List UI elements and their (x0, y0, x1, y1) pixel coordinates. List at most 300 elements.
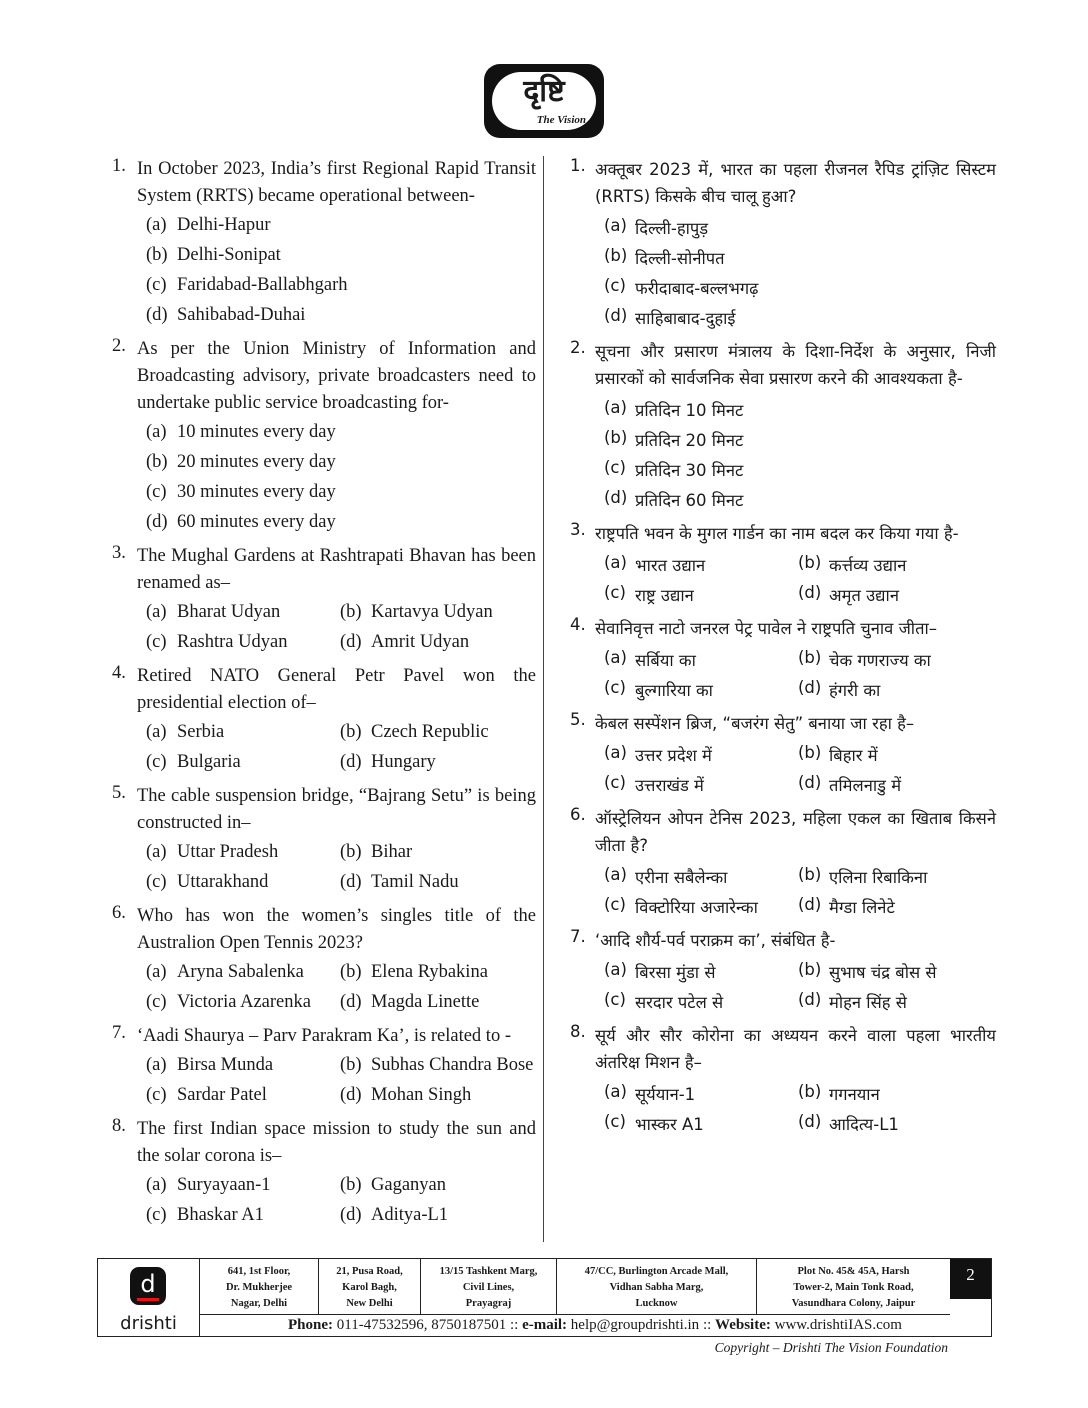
answer-option (340, 632, 534, 653)
question-item (112, 543, 536, 657)
answer-option (146, 215, 526, 236)
option-text: Aditya-L1 (371, 1204, 449, 1225)
option-row (604, 212, 996, 242)
answer-option (798, 1112, 992, 1135)
option-text: बिहार में (829, 745, 878, 765)
question-text: सेवानिवृत्त नाटो जनरल पेट्र पावेल ने राष्ट्रपति चुनाव जीता– (595, 619, 938, 638)
question-text: In October 2023, India’s first Regional Rapid Transit System (RRTS) became operational between- (137, 159, 536, 206)
answer-option (146, 275, 526, 296)
question-text: राष्ट्रपति भवन के मुगल गार्डन का नाम बदल कर किया गया है- (595, 524, 959, 543)
question-item (112, 156, 536, 330)
answer-option (340, 1085, 534, 1106)
answer-option (340, 602, 534, 623)
option-label: (b) (340, 1174, 362, 1195)
option-row (146, 747, 536, 777)
answer-option (146, 1055, 340, 1076)
option-text: Sahibabad-Duhai (177, 304, 306, 325)
option-label: (c) (604, 1111, 626, 1131)
answer-option (146, 872, 340, 893)
answer-option (798, 553, 992, 576)
options-list (137, 1170, 536, 1230)
options-list (137, 210, 536, 330)
option-row (604, 674, 996, 704)
question-item (570, 615, 996, 704)
phone-label: Phone: (288, 1317, 334, 1333)
option-text: Kartavya Udyan (371, 601, 493, 622)
answer-option (604, 895, 798, 918)
answer-option (798, 583, 992, 606)
answer-option (604, 1082, 798, 1105)
question-number: 2. (570, 338, 586, 357)
option-text: Birsa Munda (177, 1054, 274, 1075)
option-label: (a) (604, 552, 627, 572)
option-label: (a) (604, 215, 627, 235)
option-label: (a) (604, 647, 627, 667)
option-row (604, 302, 996, 332)
option-row (146, 957, 536, 987)
answer-option (604, 398, 984, 421)
answer-option (604, 306, 984, 329)
option-label: (b) (146, 451, 168, 472)
option-label: (b) (146, 244, 168, 265)
option-label: (d) (340, 871, 362, 892)
option-row (604, 549, 996, 579)
website-label: Website: (715, 1317, 771, 1333)
question-text: The Mughal Gardens at Rashtrapati Bhavan has been renamed as– (137, 546, 536, 593)
phone-numbers: 011-47532596, 8750187501 (336, 1317, 507, 1333)
answer-option (798, 895, 992, 918)
option-label: (b) (604, 427, 628, 447)
question-item (570, 520, 996, 609)
option-label: (b) (798, 742, 822, 762)
question-number: 6. (112, 903, 126, 923)
page-footer (97, 1258, 992, 1337)
answer-option (146, 632, 340, 653)
option-text: Delhi-Sonipat (177, 244, 281, 265)
copyright-notice: Copyright – Drishti The Vision Foundation (714, 1340, 948, 1355)
answer-option (146, 245, 526, 266)
option-label: (b) (340, 841, 362, 862)
option-text: Amrit Udyan (371, 631, 470, 652)
option-label: (a) (604, 742, 627, 762)
answer-option (146, 722, 340, 743)
option-text: Gaganyan (371, 1174, 446, 1195)
options-list (595, 739, 996, 799)
option-text: प्रतिदिन 10 मिनट (635, 400, 744, 420)
question-item (112, 903, 536, 1017)
option-label: (a) (604, 397, 627, 417)
option-row (146, 1050, 536, 1080)
answer-option (146, 1085, 340, 1106)
options-list (137, 1050, 536, 1110)
option-text: Czech Republic (371, 721, 489, 742)
option-label: (b) (798, 647, 822, 667)
option-text: बिरसा मुंडा से (635, 962, 716, 982)
options-list (595, 1078, 996, 1138)
options-list (137, 417, 536, 537)
options-list (137, 837, 536, 897)
website-link[interactable]: www.drishtiIAS.com (774, 1317, 902, 1333)
option-label: (c) (604, 677, 626, 697)
option-row (146, 447, 536, 477)
option-row (146, 1200, 536, 1230)
logo-text: दृष्टि (523, 74, 565, 109)
answer-option (146, 1205, 340, 1226)
option-text: 30 minutes every day (177, 481, 336, 502)
option-text: 20 minutes every day (177, 451, 336, 472)
option-text: Elena Rybakina (371, 961, 488, 982)
answer-option (146, 602, 340, 623)
option-label: (b) (340, 721, 362, 742)
option-row (604, 454, 996, 484)
answer-option (146, 992, 340, 1013)
answer-option (146, 452, 526, 473)
option-text: Bihar (371, 841, 413, 862)
answer-option (604, 648, 798, 671)
answer-option (604, 246, 984, 269)
option-text: दिल्ली-हापुड़ (635, 218, 709, 238)
answer-option (146, 305, 526, 326)
question-item (112, 783, 536, 897)
option-text: प्रतिदिन 20 मिनट (635, 430, 744, 450)
separator: :: (702, 1317, 712, 1333)
question-text: The first Indian space mission to study the sun and the solar corona is– (137, 1119, 536, 1166)
option-label: (c) (604, 772, 626, 792)
answer-option (146, 1175, 340, 1196)
answer-option (340, 1175, 534, 1196)
drishti-d-icon: d (130, 1267, 166, 1305)
drishti-logo (484, 64, 604, 138)
option-row (604, 956, 996, 986)
answer-option (798, 648, 992, 671)
answer-option (798, 990, 992, 1013)
option-row (604, 242, 996, 272)
option-text: अमृत उद्यान (829, 585, 899, 605)
options-list (595, 394, 996, 514)
option-row (146, 1080, 536, 1110)
option-text: मोहन सिंह से (829, 992, 907, 1012)
question-number: 4. (570, 615, 586, 634)
option-row (146, 627, 536, 657)
question-number: 4. (112, 663, 126, 683)
option-text: Victoria Azarenka (177, 991, 311, 1012)
option-text: 60 minutes every day (177, 511, 336, 532)
question-text: अक्तूबर 2023 में, भारत का पहला रीजनल रैपिड ट्रांज़िट सिस्टम (RRTS) किसके बीच चालू हुआ? (595, 160, 996, 206)
option-label: (b) (340, 961, 362, 982)
option-label: (d) (340, 1084, 362, 1105)
option-text: भास्कर A1 (635, 1114, 704, 1134)
options-list (595, 861, 996, 921)
option-text: Magda Linette (371, 991, 480, 1012)
option-label: (d) (340, 751, 362, 772)
footer-addresses (200, 1259, 950, 1315)
answer-option (146, 512, 526, 533)
option-label: (d) (340, 991, 362, 1012)
answer-option (146, 842, 340, 863)
option-label: (c) (604, 894, 626, 914)
question-number: 5. (112, 783, 126, 803)
option-text: सरदार पटेल से (635, 992, 724, 1012)
option-row (146, 210, 536, 240)
option-label: (b) (340, 1054, 362, 1075)
option-label: (d) (340, 1204, 362, 1225)
option-row (604, 394, 996, 424)
answer-option (340, 1205, 534, 1226)
question-number: 8. (570, 1022, 586, 1041)
option-text: तमिलनाडु में (829, 775, 902, 795)
option-row (146, 867, 536, 897)
option-label: (d) (798, 772, 822, 792)
option-text: प्रतिदिन 30 मिनट (635, 460, 744, 480)
option-row (146, 597, 536, 627)
answer-option (798, 743, 992, 766)
question-item (112, 1023, 536, 1110)
question-text: As per the Union Ministry of Information and Broadcasting advisory, private broadcasters need to undertake public service broadcasting for- (137, 339, 536, 413)
option-label: (a) (146, 1054, 167, 1075)
option-text: Sardar Patel (177, 1084, 267, 1105)
answer-option (604, 488, 984, 511)
address-prayagraj: 13/15 Tashkent Marg, Civil Lines, Prayagraj (421, 1259, 557, 1314)
option-label: (a) (604, 864, 627, 884)
answer-option (340, 842, 534, 863)
option-text: Tamil Nadu (371, 871, 459, 892)
footer-brand-name: drishti (120, 1313, 177, 1334)
option-text: सर्बिया का (635, 650, 696, 670)
option-label: (d) (146, 511, 168, 532)
question-number: 6. (570, 805, 586, 824)
option-row (146, 717, 536, 747)
question-number: 3. (112, 543, 126, 563)
option-row (604, 644, 996, 674)
option-text: Delhi-Hapur (177, 214, 271, 235)
option-label: (b) (798, 552, 822, 572)
question-number: 5. (570, 710, 586, 729)
option-text: साहिबाबाद-दुहाई (635, 308, 736, 328)
question-text: The cable suspension bridge, “Bajrang Setu” is being constructed in– (137, 786, 536, 833)
answer-option (798, 865, 992, 888)
question-item (112, 1116, 536, 1230)
question-number: 7. (112, 1023, 126, 1043)
option-label: (d) (340, 631, 362, 652)
option-label: (a) (146, 961, 167, 982)
option-row (146, 270, 536, 300)
question-item (570, 710, 996, 799)
option-label: (c) (146, 631, 167, 652)
option-text: राष्ट्र उद्यान (635, 585, 694, 605)
answer-option (146, 482, 526, 503)
option-label: (b) (604, 245, 628, 265)
answer-option (604, 216, 984, 239)
question-number: 1. (112, 156, 126, 176)
option-row (604, 424, 996, 454)
option-row (146, 987, 536, 1017)
answer-option (604, 743, 798, 766)
option-row (604, 986, 996, 1016)
option-text: 10 minutes every day (177, 421, 336, 442)
option-label: (d) (798, 894, 822, 914)
option-text: प्रतिदिन 60 मिनट (635, 490, 744, 510)
option-label: (d) (604, 487, 628, 507)
option-text: चेक गणराज्य का (829, 650, 931, 670)
option-text: Bulgaria (177, 751, 241, 772)
option-label: (a) (604, 1081, 627, 1101)
option-text: Serbia (177, 721, 225, 742)
english-questions-column (112, 156, 536, 1230)
answer-option (604, 583, 798, 606)
option-row (604, 891, 996, 921)
answer-option (604, 678, 798, 701)
option-label: (a) (146, 1174, 167, 1195)
options-list (137, 717, 536, 777)
question-item (570, 1022, 996, 1138)
answer-option (604, 773, 798, 796)
option-text: भारत उद्यान (635, 555, 706, 575)
answer-option (604, 276, 984, 299)
answer-option (604, 458, 984, 481)
option-label: (a) (146, 421, 167, 442)
option-text: Rashtra Udyan (177, 631, 288, 652)
question-number: 7. (570, 927, 586, 946)
option-text: उत्तराखंड में (635, 775, 704, 795)
address-karol-bagh: 21, Pusa Road, Karol Bagh, New Delhi (319, 1259, 421, 1314)
option-row (604, 1078, 996, 1108)
options-list (595, 956, 996, 1016)
option-label: (d) (798, 989, 822, 1009)
option-row (604, 861, 996, 891)
option-text: कर्त्तव्य उद्यान (829, 555, 907, 575)
option-text: Bharat Udyan (177, 601, 281, 622)
option-text: Mohan Singh (371, 1084, 472, 1105)
options-list (595, 212, 996, 332)
option-text: उत्तर प्रदेश में (635, 745, 712, 765)
option-label: (b) (340, 601, 362, 622)
options-list (595, 549, 996, 609)
option-row (604, 272, 996, 302)
option-text: हंगरी का (829, 680, 881, 700)
option-row (146, 417, 536, 447)
answer-option (340, 722, 534, 743)
option-text: बुल्गारिया का (635, 680, 713, 700)
option-text: Hungary (371, 751, 436, 772)
option-text: सुभाष चंद्र बोस से (829, 962, 937, 982)
option-label: (b) (798, 1081, 822, 1101)
answer-option (604, 553, 798, 576)
options-list (595, 644, 996, 704)
question-number: 8. (112, 1116, 126, 1136)
answer-option (340, 962, 534, 983)
option-label: (d) (146, 304, 168, 325)
answer-option (340, 1055, 534, 1076)
question-item (112, 663, 536, 777)
answer-option (604, 960, 798, 983)
option-label: (a) (146, 721, 167, 742)
answer-option (146, 752, 340, 773)
question-item (570, 156, 996, 332)
question-item (570, 927, 996, 1016)
option-row (604, 739, 996, 769)
option-label: (c) (604, 989, 626, 1009)
option-row (604, 484, 996, 514)
option-text: दिल्ली-सोनीपत (635, 248, 725, 268)
option-label: (c) (146, 871, 167, 892)
option-label: (c) (604, 275, 626, 295)
address-jaipur: Plot No. 45& 45A, Harsh Tower-2, Main Tonk Road, Vasundhara Colony, Jaipur (791, 1266, 916, 1309)
option-text: Faridabad-Ballabhgarh (177, 274, 348, 295)
question-item (112, 336, 536, 537)
answer-option (798, 1082, 992, 1105)
option-row (604, 769, 996, 799)
page-number: 2 (950, 1259, 991, 1299)
question-item (570, 338, 996, 514)
answer-option (798, 960, 992, 983)
answer-option (340, 992, 534, 1013)
option-label: (a) (146, 214, 167, 235)
answer-option (340, 752, 534, 773)
option-label: (a) (146, 841, 167, 862)
logo-subtext: The Vision (536, 114, 586, 126)
option-text: फरीदाबाद-बल्लभगढ़ (635, 278, 759, 298)
options-list (137, 597, 536, 657)
option-label: (d) (798, 677, 822, 697)
answer-option (340, 872, 534, 893)
question-text: केबल सस्पेंशन ब्रिज, “बजरंग सेतु” बनाया जा रहा है– (595, 714, 915, 733)
option-label: (a) (604, 959, 627, 979)
options-list (137, 957, 536, 1017)
question-text: Who has won the women’s singles title of the Australion Open Tennis 2023? (137, 906, 536, 953)
option-text: मैग्डा लिनेटे (829, 897, 895, 917)
option-label: (c) (146, 1084, 167, 1105)
option-label: (c) (146, 751, 167, 772)
option-row (146, 1170, 536, 1200)
separator: :: (509, 1317, 519, 1333)
email-link[interactable]: help@groupdrishti.in (570, 1317, 700, 1333)
option-row (604, 579, 996, 609)
option-label: (b) (798, 864, 822, 884)
question-text: सूर्य और सौर कोरोना का अध्ययन करने वाला पहला भारतीय अंतरिक्ष मिशन है– (595, 1026, 996, 1072)
question-text: Retired NATO General Petr Pavel won the presidential election of– (137, 666, 536, 713)
option-label: (c) (604, 582, 626, 602)
address-lucknow: 47/CC, Burlington Arcade Mall, Vidhan Sabha Marg, Lucknow (557, 1259, 757, 1314)
option-text: विक्टोरिया अजारेन्का (635, 897, 758, 917)
option-label: (c) (146, 991, 167, 1012)
answer-option (798, 678, 992, 701)
option-text: Uttar Pradesh (177, 841, 279, 862)
option-label: (d) (798, 582, 822, 602)
option-row (604, 1108, 996, 1138)
question-text: ‘आदि शौर्य-पर्व पराक्रम का’, संबंधित है- (595, 931, 836, 950)
hindi-questions-column (570, 156, 996, 1138)
option-text: Suryayaan-1 (177, 1174, 271, 1195)
option-label: (c) (146, 274, 167, 295)
answer-option (604, 428, 984, 451)
option-row (146, 300, 536, 330)
option-text: एरीना सबैलेन्का (635, 867, 728, 887)
option-label: (b) (798, 959, 822, 979)
address-delhi-mukherjee-nagar: 641, 1st Floor, Dr. Mukherjee Nagar, Delhi (200, 1259, 319, 1314)
answer-option (604, 1112, 798, 1135)
option-text: आदित्य-L1 (829, 1114, 899, 1134)
option-row (146, 837, 536, 867)
answer-option (146, 962, 340, 983)
question-number: 3. (570, 520, 586, 539)
question-text: ऑस्ट्रेलियन ओपन टेनिस 2023, महिला एकल का खिताब किसने जीता है? (595, 809, 996, 855)
option-text: सूर्ययान-1 (635, 1084, 696, 1104)
question-text: ‘Aadi Shaurya – Parv Parakram Ka’, is related to - (137, 1026, 511, 1046)
option-label: (d) (604, 305, 628, 325)
answer-option (146, 422, 526, 443)
option-row (146, 240, 536, 270)
answer-option (798, 773, 992, 796)
